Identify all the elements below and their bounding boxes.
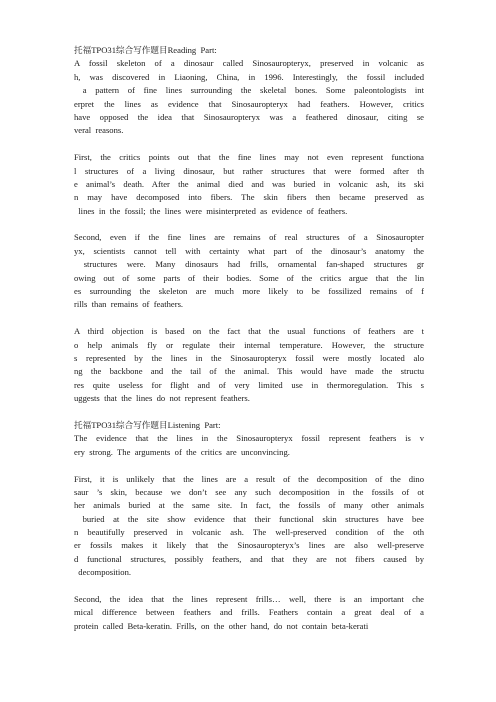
reading-paragraph xyxy=(74,151,424,218)
reading-heading: 托福TPO31综合写作题目Reading Part: xyxy=(74,45,217,55)
text-line: l structures of a living dinosaur, but rather structures that were formed after th xyxy=(74,165,424,176)
text-line: owing out of some parts of their bodies. Some of the critics argue that the lin xyxy=(74,272,424,283)
text-line: structures were. Many dinosaurs had frills, ornamental fan-shaped structures gr xyxy=(74,259,424,270)
text-line: a pattern of fine lines surrounding the skeletal bones. Some paleontologists int xyxy=(74,85,424,96)
text-line: res quite useless for flight and of very limited use in thermoregulation. This s xyxy=(74,379,424,390)
listening-heading: 托福TPO31综合写作题目Listening Part: xyxy=(74,419,221,430)
text-line: The evidence that the lines in the Sinosauropteryx fossil represent feathers is v xyxy=(74,433,424,444)
text-line: A fossil skeleton of a dinosaur called Sinosauropteryx, preserved in volcanic as xyxy=(74,58,424,69)
text-line: o help animals fly or regulate their internal temperature. However, the structure xyxy=(74,339,424,350)
reading-paragraph xyxy=(74,325,424,405)
document-page xyxy=(74,44,424,633)
paragraph-spacer xyxy=(74,580,424,593)
listening-body xyxy=(74,432,424,633)
text-line: d functional structures, possibly feathers, and that they are not fibers caused by xyxy=(74,553,424,564)
listening-paragraph xyxy=(74,473,424,580)
text-line: A third objection is based on the fact that the usual functions of feathers are t xyxy=(74,326,424,337)
text-line: n beautifully preserved in volcanic ash. The well-preserved condition of the oth xyxy=(74,527,424,538)
text-line: Second, even if the fine lines are remains of real structures of a Sinosaurop​ter xyxy=(74,232,424,243)
text-line: have opposed the idea that Sinosauropteryx was a feathered dinosaur, citing se xyxy=(74,111,424,122)
section-spacer xyxy=(74,406,424,419)
text-line: erpret the lines as evidence that Sinosauropteryx had feathers. However, critics xyxy=(74,98,424,109)
text-line: mical difference between feathers and frills. Feathers contain a great deal of a xyxy=(74,607,424,618)
text-line: h, was discovered in Liaoning, China, in 1996. Interestingly, the fossil included xyxy=(74,71,424,82)
listening-paragraph xyxy=(74,593,424,633)
reading-body xyxy=(74,57,424,405)
text-line: lines in the fossil; the lines were misinterpreted as evidence of feathers. xyxy=(74,205,348,216)
text-line: First, it is unlikely that the lines are a result of the decomposition of the dino xyxy=(74,473,424,484)
text-line: s represented by the lines in the Sinosauropteryx fossil were mostly located alo xyxy=(74,352,424,363)
listening-paragraph xyxy=(74,432,424,459)
text-line: ng the backbone and the tail of the animal. This would have made the structu xyxy=(74,366,424,377)
text-line: es surrounding the skeleton are much more likely to be fossilized remains of f xyxy=(74,286,424,297)
text-line: uggests that the lines do not represent feathers. xyxy=(74,393,250,404)
text-line: buried at the site show evidence that their functional skin structures have bee xyxy=(74,513,424,524)
text-line: n may have decomposed into fibers. The skin fibers then became preserved as xyxy=(74,192,424,203)
text-line: her animals buried at the same site. In fact, the fossils of many other animals xyxy=(74,500,424,511)
reading-paragraph xyxy=(74,57,424,137)
text-line: decomposition. xyxy=(74,567,132,578)
paragraph-spacer xyxy=(74,459,424,472)
text-line: Second, the idea that the lines represent frills… well, there is an important che xyxy=(74,594,424,605)
text-line: er fossils makes it likely that the Sinosauropteryx’s lines are also well-preserve xyxy=(74,540,424,551)
text-line: protein called Beta-keratin. Frills, on the other hand, do not contain beta-kerati xyxy=(74,620,369,631)
paragraph-spacer xyxy=(74,138,424,151)
paragraph-spacer xyxy=(74,218,424,231)
text-line: saur ’s skin, because we don’t see any such decomposition in the fossils of ot xyxy=(74,486,424,497)
reading-paragraph xyxy=(74,231,424,311)
text-line: First, the critics points out that the fine lines may not even represent functiona xyxy=(74,152,424,163)
text-line: rills than remains of feathers. xyxy=(74,299,184,310)
text-line: e animal’s death. After the animal died and was buried in volcanic ash, its ski xyxy=(74,178,424,189)
text-line: veral reasons. xyxy=(74,125,124,136)
text-line: yx, scientists cannot tell with certainty what part of the dinosaur’s anatomy the xyxy=(74,245,424,256)
text-line: ery strong. The arguments of the critics are unconvincing. xyxy=(74,446,290,457)
paragraph-spacer xyxy=(74,312,424,325)
